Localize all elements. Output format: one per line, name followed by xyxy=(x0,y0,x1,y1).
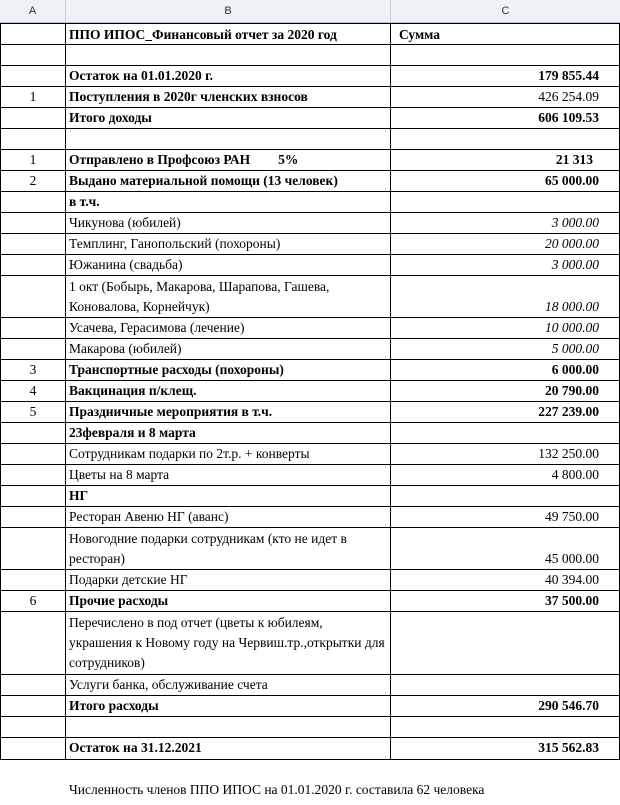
table-row xyxy=(0,528,620,570)
row-label-text: Отправлено в Профсоюз РАН xyxy=(69,152,251,167)
row-value[interactable]: 10 000.00 xyxy=(391,318,620,338)
row-number[interactable] xyxy=(0,465,66,485)
row-value[interactable]: 40 394.00 xyxy=(391,570,620,590)
row-number[interactable] xyxy=(0,423,66,443)
row-number[interactable]: 5 xyxy=(0,402,66,422)
row-label[interactable]: 1 окт (Бобырь, Макарова, Шарапова, Гашева, Коновалова, Корнейчук) xyxy=(66,276,391,317)
row-label[interactable]: Подарки детские НГ xyxy=(66,570,391,590)
cell-a[interactable] xyxy=(0,129,66,149)
row-label[interactable]: Транспортные расходы (похороны) xyxy=(66,360,391,380)
row-label[interactable] xyxy=(66,150,391,170)
cell-b[interactable] xyxy=(66,760,391,780)
table-row xyxy=(0,318,620,339)
row-number[interactable] xyxy=(0,570,66,590)
row-label[interactable]: Услуги банка, обслуживание счета xyxy=(66,675,391,695)
row-number[interactable] xyxy=(0,444,66,464)
cell-a[interactable] xyxy=(0,24,66,44)
table-row xyxy=(0,192,620,213)
table-row xyxy=(0,738,620,760)
cell-b[interactable] xyxy=(66,45,391,65)
table-row xyxy=(0,465,620,486)
row-number[interactable] xyxy=(0,192,66,212)
row-label[interactable]: Итого расходы xyxy=(66,696,391,716)
footer-note[interactable]: Численность членов ППО ИПОС на 01.01.2020 г. составила 62 человека xyxy=(69,782,485,797)
row-label[interactable]: Южанина (свадьба) xyxy=(66,255,391,275)
report-table xyxy=(0,23,620,802)
table-row xyxy=(0,360,620,381)
row-number[interactable] xyxy=(0,255,66,275)
row-value[interactable]: 3 000.00 xyxy=(391,213,620,233)
report-title[interactable]: ППО ИПОС_Финансовый отчет за 2020 год xyxy=(66,24,391,44)
row-number[interactable] xyxy=(0,528,66,569)
table-row xyxy=(0,591,620,612)
row-value[interactable] xyxy=(391,486,620,506)
row-number[interactable] xyxy=(0,108,66,128)
cell-c[interactable] xyxy=(391,45,620,65)
row-label[interactable]: Поступления в 2020г членских взносов xyxy=(66,87,391,107)
row-label[interactable]: Цветы на 8 марта xyxy=(66,465,391,485)
row-number[interactable] xyxy=(0,696,66,716)
table-row xyxy=(0,23,620,45)
row-number[interactable] xyxy=(0,276,66,317)
table-row xyxy=(0,696,620,717)
row-number[interactable] xyxy=(0,213,66,233)
row-number[interactable]: 1 xyxy=(0,150,66,170)
row-number[interactable]: 4 xyxy=(0,381,66,401)
table-row xyxy=(0,234,620,255)
row-label-percent: 5% xyxy=(278,152,299,167)
row-number[interactable]: 6 xyxy=(0,591,66,611)
row-value[interactable]: 21 313 xyxy=(391,150,620,170)
row-value-text: 18 000.00 xyxy=(545,299,599,314)
row-label[interactable]: Итого доходы xyxy=(66,108,391,128)
table-row xyxy=(0,486,620,507)
row-label[interactable]: в т.ч. xyxy=(66,192,391,212)
row-number[interactable] xyxy=(0,234,66,254)
column-header-b[interactable]: B xyxy=(66,0,391,22)
row-label[interactable]: НГ xyxy=(66,486,391,506)
cell-c[interactable] xyxy=(391,760,620,780)
row-label[interactable]: Новогодние подарки сотрудникам (кто не идет в ресторан) xyxy=(66,528,391,569)
row-value[interactable]: 315 562.83 xyxy=(391,738,620,759)
column-header-a[interactable]: A xyxy=(0,0,66,22)
row-label[interactable]: Чикунова (юбилей) xyxy=(66,213,391,233)
row-value[interactable] xyxy=(391,192,620,212)
row-value[interactable]: 20 790.00 xyxy=(391,381,620,401)
table-row xyxy=(0,108,620,129)
cell-c[interactable] xyxy=(391,717,620,737)
table-row xyxy=(0,129,620,150)
row-value[interactable]: 179 855.44 xyxy=(391,66,620,86)
sum-header[interactable]: Сумма xyxy=(391,24,620,44)
row-number[interactable] xyxy=(0,66,66,86)
row-label[interactable]: Прочие расходы xyxy=(66,591,391,611)
row-value[interactable]: 20 000.00 xyxy=(391,234,620,254)
row-label[interactable]: Сотрудникам подарки по 2т.р. + конверты xyxy=(66,444,391,464)
cell-a[interactable] xyxy=(0,780,66,802)
cell-b[interactable] xyxy=(66,129,391,149)
row-number[interactable] xyxy=(0,507,66,527)
cell-a[interactable] xyxy=(0,717,66,737)
column-header-bar xyxy=(0,0,620,23)
column-header-c[interactable]: C xyxy=(501,5,510,17)
table-row xyxy=(0,255,620,276)
row-label[interactable]: Остаток на 31.12.2021 xyxy=(66,738,391,759)
row-number[interactable] xyxy=(0,339,66,359)
row-label[interactable]: 23февраля и 8 марта xyxy=(66,423,391,443)
row-value[interactable]: 3 000.00 xyxy=(391,255,620,275)
table-row xyxy=(0,423,620,444)
row-value[interactable]: 6 000.00 xyxy=(391,360,620,380)
table-row xyxy=(0,780,620,802)
row-label[interactable]: Выдано материальной помощи (13 человек) xyxy=(66,171,391,191)
row-value[interactable]: 132 250.00 xyxy=(391,444,620,464)
row-value[interactable]: 227 239.00 xyxy=(391,402,620,422)
row-value[interactable]: 426 254.09 xyxy=(391,87,620,107)
row-value[interactable] xyxy=(391,528,620,569)
row-value[interactable] xyxy=(391,423,620,443)
table-row xyxy=(0,507,620,528)
table-row xyxy=(0,444,620,465)
row-label[interactable]: Усачева, Герасимова (лечение) xyxy=(66,318,391,338)
table-row xyxy=(0,276,620,318)
row-label[interactable]: Макарова (юбилей) xyxy=(66,339,391,359)
row-value[interactable]: 65 000.00 xyxy=(391,171,620,191)
table-row xyxy=(0,213,620,234)
table-row xyxy=(0,760,620,780)
row-number[interactable]: 2 xyxy=(0,171,66,191)
table-row xyxy=(0,150,620,171)
table-row xyxy=(0,171,620,192)
row-label[interactable]: Темплинг, Ганопольский (похороны) xyxy=(66,234,391,254)
row-value[interactable]: 49 750.00 xyxy=(391,507,620,527)
cell-a[interactable] xyxy=(0,760,66,780)
row-value[interactable]: 606 109.53 xyxy=(391,108,620,128)
row-label[interactable]: Праздничные мероприятия в т.ч. xyxy=(66,402,391,422)
table-row xyxy=(0,570,620,591)
row-value[interactable] xyxy=(391,276,620,317)
table-row xyxy=(0,402,620,423)
table-row xyxy=(0,381,620,402)
table-row xyxy=(0,612,620,675)
row-label[interactable]: Ресторан Авеню НГ (аванс) xyxy=(66,507,391,527)
row-number[interactable] xyxy=(0,612,66,674)
table-row xyxy=(0,675,620,696)
row-number[interactable] xyxy=(0,318,66,338)
row-value[interactable]: 5 000.00 xyxy=(391,339,620,359)
row-number[interactable]: 1 xyxy=(0,87,66,107)
row-value[interactable]: 37 500.00 xyxy=(391,591,620,611)
row-value[interactable]: 290 546.70 xyxy=(391,696,620,716)
row-label[interactable]: Вакцинация п/клещ. xyxy=(66,381,391,401)
table-row xyxy=(0,339,620,360)
table-row xyxy=(0,87,620,108)
row-value[interactable] xyxy=(391,675,620,695)
cell-c[interactable] xyxy=(391,129,620,149)
row-label[interactable]: Остаток на 01.01.2020 г. xyxy=(66,66,391,86)
table-row xyxy=(0,717,620,738)
table-row xyxy=(0,66,620,87)
row-value-text: 45 000.00 xyxy=(545,551,599,566)
row-value[interactable] xyxy=(391,612,620,674)
row-label[interactable]: Перечислено в под отчет (цветы к юбилеям, украшения к Новому году на Червиш.тр.,открытки для сотрудников) xyxy=(66,612,391,674)
cell-a[interactable] xyxy=(0,45,66,65)
row-number[interactable] xyxy=(0,486,66,506)
row-number[interactable] xyxy=(0,738,66,759)
row-value[interactable]: 4 800.00 xyxy=(391,465,620,485)
row-number[interactable] xyxy=(0,675,66,695)
table-row xyxy=(0,45,620,66)
row-number[interactable]: 3 xyxy=(0,360,66,380)
cell-b[interactable] xyxy=(66,717,391,737)
